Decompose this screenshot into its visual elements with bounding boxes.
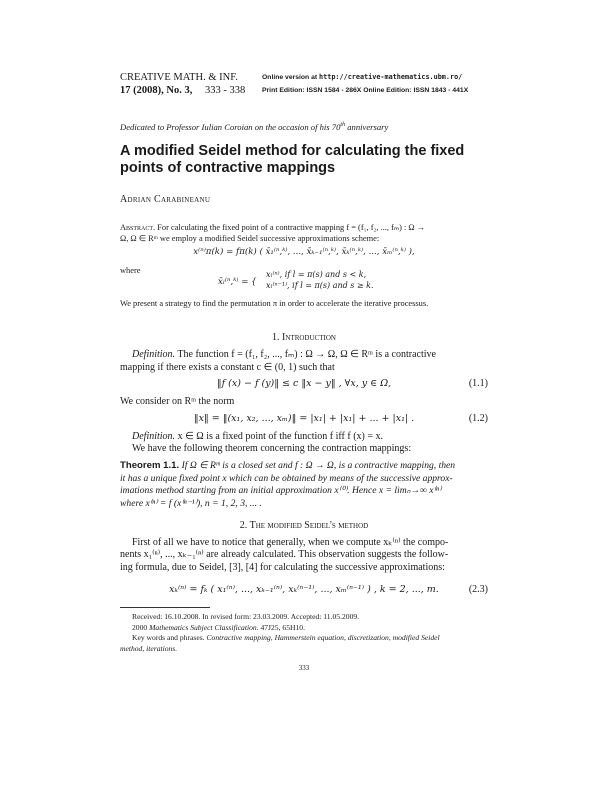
abstract-eq2-cases [266,269,374,291]
abstract [120,222,488,233]
equation-1-1 [120,378,488,392]
section1-norm-intro: We consider on Rᵐ the norm [120,396,235,407]
def1-label: Definition. [132,349,176,360]
abstract-line3: We present a strategy to find the permutation π in order to accelerate the iterative processus. [120,299,429,308]
online-label: Online version at [262,74,318,81]
section1-def2 [120,431,488,443]
theorem-line3: imations method starting from an initial approximation x⁽⁰⁾. Hence x = limₙ→∞ x⁽ⁿ⁾ [120,485,442,497]
abstract-eq2-case1: xₗ⁽ⁿ⁾, if l = π(s) and s < k, [266,270,367,279]
abstract-line2: Ω, Ω ∈ Rᵐ we employ a modified Seidel successive approximations scheme: [120,234,380,243]
dedication [120,122,388,132]
online-url: http://creative-mathematics.ubm.ro/ [319,73,463,81]
abstract-line1: For calculating the fixed point of a contractive mapping f = (f₁, f₂, ..., fₘ) : Ω → [157,223,426,232]
footnotes [120,612,488,654]
section1-def1 [120,349,488,361]
abstract-label: Abstract. [120,223,156,232]
equation-1-1-number: (1.1) [468,378,488,389]
page-number: 333 [298,664,310,672]
footnote-msc [120,623,488,634]
abstract-eq2-lhs-text: x̄ₗ⁽ⁿ,ᵏ⁾ = { [218,277,257,287]
theorem-line2: it has a unique fixed point x which can be obtained by means of the successive approx- [120,472,453,484]
section2-paragraph [120,537,488,574]
equation-1-1-body: ‖f (x) − f (y)‖ ≤ c ‖x − y‖ , ∀x, y ∈ Ω, [216,378,392,389]
footnote-msc-label: Mathematics Subject Classification. [149,622,259,632]
paper-title-line2: points of contractive mappings [120,160,336,176]
print-info: Print Edition: ISSN 1584 - 286X Online Edition: ISSN 1843 - 441X [262,87,469,94]
equation-2-3-body: xₖ⁽ⁿ⁾ = fₖ ( x₁⁽ⁿ⁾, ..., xₖ₋₁⁽ⁿ⁾, xₖ⁽ⁿ⁻¹⁾, ..., xₘ⁽ⁿ⁻¹⁾ ) , k = 2, ..., m. [169,584,439,595]
paper-title-line1: A modified Seidel method for calculating the fixed [120,143,465,159]
dedication-sup: th [340,122,346,129]
theorem-line1: If Ω ∈ Rᵐ is a closed set and f : Ω → Ω, is a contractive mapping, then [181,460,456,471]
theorem-line4: where x⁽ⁿ⁾ = f (x⁽ⁿ⁻¹⁾), n = 1, 2, 3, ... . [120,497,262,509]
equation-1-2-number: (1.2) [468,413,488,424]
volume-issue-text: 17 (2008), No. 3, [120,85,193,96]
abstract-eq1: x⁽ⁿ⁾π(k) = fπ(k) ( x̄₁⁽ⁿ,ᵏ⁾, ..., x̄ₖ₋₁⁽ⁿ,ᵏ⁾, x̄ₖ⁽ⁿ,ᵏ⁾, ..., x̄ₘ⁽ⁿ,ᵏ⁾ ), [193,247,415,257]
equation-1-2 [120,413,488,427]
footnote-keywords-list: Contractive mapping, Hammerstein equation, discretization, modified Seidel [206,633,440,642]
footnote-keywords-list-cont: method, iterations. [120,643,178,653]
footnote-msc-codes: 47J25, 65H10. [258,622,305,632]
section2-line3: ing formula, due to Seidel, [3], [4] for calculating the successive approximations: [120,561,445,573]
abstract-eq2-case2: xₗ⁽ⁿ⁻¹⁾, if l = π(s) and s ≥ k. [266,281,374,290]
section2-line1: First of all we have to notice that generally, when we compute xₖ⁽ⁿ⁾ the compo- [132,537,449,548]
abstract-eq2-lhs [218,277,257,287]
footnote-received: Received: 16.10.2008. In revised form: 23.03.2009. Accepted: 11.05.2009. [132,612,360,621]
section1-heading: 1. Introduction [272,332,336,343]
section1-theorem-intro: We have the following theorem concerning the contraction mappings: [132,443,412,454]
theorem-1-1 [120,460,488,510]
def2-label: Definition. [132,431,176,442]
volume-issue [120,84,245,97]
author: Adrian Carabineanu [120,194,211,205]
equation-2-3-number: (2.3) [468,584,488,595]
online-version [262,71,462,84]
equation-1-2-body: ‖x‖ = ‖(x₁, x₂, ..., xₘ)‖ = |x₁| + |x₁| + ... + |x₁| . [193,413,415,424]
footnote-rule [120,607,210,608]
def1-text-b: mapping if there exists a constant c ∈ (0, 1) such that [120,362,335,373]
footnote-keywords-label: Key words and phrases. [132,633,207,642]
theorem-label: Theorem 1.1. [120,460,180,471]
abstract-where: where [120,266,141,275]
dedication-tail: anniversary [345,122,389,132]
footnote-msc-year: 2000 [132,622,150,632]
footnote-keywords [120,633,488,644]
section2-line2: nents x₁⁽ⁿ⁾, ..., xₖ₋₁⁽ⁿ⁾ are already calculated. This observation suggests the follow- [120,549,449,561]
def1-text-a: The function f = (f₁, f₂, ..., fₘ) : Ω → Ω, Ω ∈ Rᵐ is a contractive [177,349,436,360]
journal-name: CREATIVE MATH. & INF. [120,72,238,83]
dedication-text: Dedicated to Professor Iulian Coroian on the occasion of his 70 [120,122,341,132]
page-range: 333 - 338 [204,85,246,96]
paper-title [120,143,464,177]
equation-2-3 [120,584,488,598]
def2-text: x ∈ Ω is a fixed point of the function f iff f (x) = x. [177,431,384,442]
section2-heading: 2. The modified Seidel's method [239,520,369,531]
